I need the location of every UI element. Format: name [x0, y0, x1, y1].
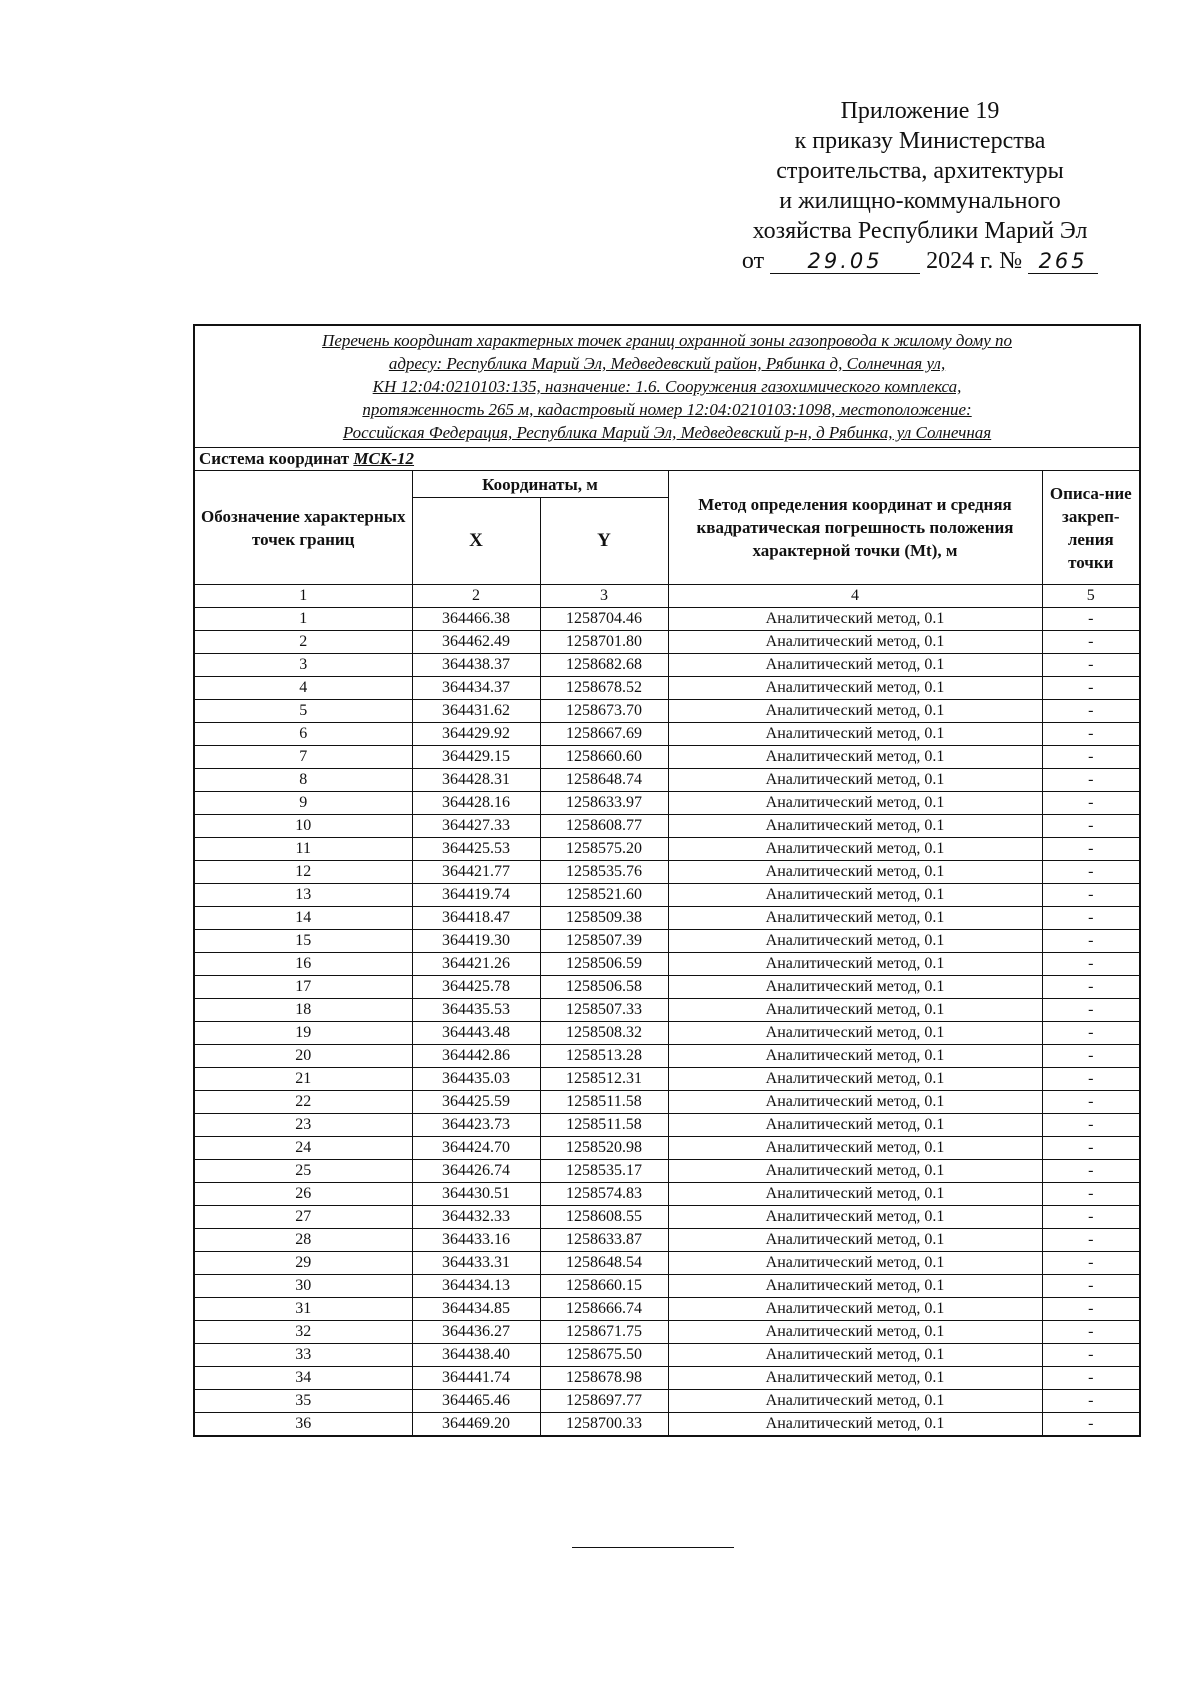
coordinate-system-row [194, 448, 1140, 471]
method: Аналитический метод, 0.1 [668, 608, 1042, 631]
point-number: 1 [194, 608, 412, 631]
fixation-desc: - [1042, 746, 1140, 769]
point-number: 18 [194, 999, 412, 1022]
method: Аналитический метод, 0.1 [668, 884, 1042, 907]
coord-x: 364429.15 [412, 746, 540, 769]
fixation-desc: - [1042, 930, 1140, 953]
method: Аналитический метод, 0.1 [668, 907, 1042, 930]
point-number: 8 [194, 769, 412, 792]
fixation-desc: - [1042, 1114, 1140, 1137]
table-row [194, 1206, 1140, 1229]
coord-y: 1258575.20 [540, 838, 668, 861]
coord-x: 364429.92 [412, 723, 540, 746]
fixation-desc: - [1042, 631, 1140, 654]
coord-y: 1258535.17 [540, 1160, 668, 1183]
point-number: 16 [194, 953, 412, 976]
date-prefix: от [741, 248, 765, 274]
point-number: 30 [194, 1275, 412, 1298]
method: Аналитический метод, 0.1 [668, 746, 1042, 769]
fixation-desc: - [1042, 723, 1140, 746]
point-number: 26 [194, 1183, 412, 1206]
order-number-handwritten: 265 [1038, 249, 1088, 273]
fixation-desc: - [1042, 1367, 1140, 1390]
fixation-desc: - [1042, 1321, 1140, 1344]
header-line: хозяйства Республики Марий Эл [752, 218, 1088, 244]
point-number: 34 [194, 1367, 412, 1390]
title-line: КН 12:04:0210103:135, назначение: 1.6. Сооружения газохимического комплекса, [372, 377, 962, 396]
coord-x: 364434.37 [412, 677, 540, 700]
coord-y: 1258633.87 [540, 1229, 668, 1252]
coord-x: 364427.33 [412, 815, 540, 838]
method: Аналитический метод, 0.1 [668, 1275, 1042, 1298]
column-number: 2 [412, 585, 540, 608]
coord-y: 1258678.98 [540, 1367, 668, 1390]
fixation-desc: - [1042, 608, 1140, 631]
header-line: и жилищно-коммунального [779, 188, 1061, 214]
point-number: 24 [194, 1137, 412, 1160]
fixation-desc: - [1042, 1252, 1140, 1275]
table-title-row [194, 325, 1140, 448]
header-line: к приказу Министерства [794, 128, 1046, 154]
title-line: Российская Федерация, Республика Марий Эл, Медведевский р-н, д Рябинка, ул Солнечная [342, 423, 992, 442]
method: Аналитический метод, 0.1 [668, 1390, 1042, 1413]
method: Аналитический метод, 0.1 [668, 1091, 1042, 1114]
table-title [194, 325, 1140, 448]
fixation-desc: - [1042, 1344, 1140, 1367]
method: Аналитический метод, 0.1 [668, 999, 1042, 1022]
point-number: 32 [194, 1321, 412, 1344]
coord-x: 364418.47 [412, 907, 540, 930]
table-row [194, 838, 1140, 861]
fixation-desc: - [1042, 838, 1140, 861]
fixation-desc: - [1042, 1298, 1140, 1321]
coord-x: 364466.38 [412, 608, 540, 631]
coord-x: 364435.03 [412, 1068, 540, 1091]
table-row [194, 1229, 1140, 1252]
coord-y: 1258521.60 [540, 884, 668, 907]
coord-y: 1258660.60 [540, 746, 668, 769]
fixation-desc: - [1042, 1022, 1140, 1045]
method: Аналитический метод, 0.1 [668, 1068, 1042, 1091]
fixation-desc: - [1042, 1275, 1140, 1298]
coord-y: 1258682.68 [540, 654, 668, 677]
coord-x: 364436.27 [412, 1321, 540, 1344]
table-row [194, 1390, 1140, 1413]
point-number: 13 [194, 884, 412, 907]
method: Аналитический метод, 0.1 [668, 1045, 1042, 1068]
coord-x: 364469.20 [412, 1413, 540, 1437]
method: Аналитический метод, 0.1 [668, 1413, 1042, 1437]
coord-y: 1258700.33 [540, 1413, 668, 1437]
table-row [194, 1068, 1140, 1091]
coord-x: 364431.62 [412, 700, 540, 723]
coord-x: 364421.26 [412, 953, 540, 976]
point-number: 31 [194, 1298, 412, 1321]
table-row [194, 1275, 1140, 1298]
method: Аналитический метод, 0.1 [668, 792, 1042, 815]
coord-x: 364443.48 [412, 1022, 540, 1045]
fixation-desc: - [1042, 769, 1140, 792]
coord-x: 364432.33 [412, 1206, 540, 1229]
point-number: 23 [194, 1114, 412, 1137]
point-number: 19 [194, 1022, 412, 1045]
col-header-description: Описа-ние закреп-ления точки [1042, 471, 1140, 585]
table-row [194, 1022, 1140, 1045]
method: Аналитический метод, 0.1 [668, 1137, 1042, 1160]
fixation-desc: - [1042, 1160, 1140, 1183]
point-number: 17 [194, 976, 412, 999]
method: Аналитический метод, 0.1 [668, 700, 1042, 723]
coord-y: 1258675.50 [540, 1344, 668, 1367]
fixation-desc: - [1042, 907, 1140, 930]
method: Аналитический метод, 0.1 [668, 1160, 1042, 1183]
point-number: 28 [194, 1229, 412, 1252]
coord-y: 1258574.83 [540, 1183, 668, 1206]
table-row [194, 1114, 1140, 1137]
col-header-coordinates: Координаты, м [412, 471, 668, 498]
coord-y: 1258520.98 [540, 1137, 668, 1160]
title-line: протяженность 265 м, кадастровый номер 12:04:0210103:1098, местоположение: [362, 400, 972, 419]
point-number: 9 [194, 792, 412, 815]
coord-x: 364433.31 [412, 1252, 540, 1275]
coord-y: 1258697.77 [540, 1390, 668, 1413]
coord-x: 364441.74 [412, 1367, 540, 1390]
column-number-row [194, 585, 1140, 608]
coord-x: 364430.51 [412, 1183, 540, 1206]
col-header-x: X [412, 498, 540, 585]
coord-y: 1258509.38 [540, 907, 668, 930]
point-number: 21 [194, 1068, 412, 1091]
fixation-desc: - [1042, 1183, 1140, 1206]
fixation-desc: - [1042, 677, 1140, 700]
table-row [194, 792, 1140, 815]
table-row [194, 608, 1140, 631]
coord-x: 364462.49 [412, 631, 540, 654]
table-row [194, 999, 1140, 1022]
table-row [194, 930, 1140, 953]
method: Аналитический метод, 0.1 [668, 1321, 1042, 1344]
point-number: 20 [194, 1045, 412, 1068]
method: Аналитический метод, 0.1 [668, 1022, 1042, 1045]
order-date-field [770, 249, 920, 274]
method: Аналитический метод, 0.1 [668, 769, 1042, 792]
table-row [194, 723, 1140, 746]
table-row [194, 700, 1140, 723]
coord-y: 1258667.69 [540, 723, 668, 746]
table-row [194, 953, 1140, 976]
coord-y: 1258608.77 [540, 815, 668, 838]
coord-y: 1258507.33 [540, 999, 668, 1022]
method: Аналитический метод, 0.1 [668, 861, 1042, 884]
point-number: 5 [194, 700, 412, 723]
coord-x: 364465.46 [412, 1390, 540, 1413]
fixation-desc: - [1042, 999, 1140, 1022]
table-row [194, 907, 1140, 930]
coord-x: 364434.85 [412, 1298, 540, 1321]
table-row [194, 815, 1140, 838]
coord-x: 364421.77 [412, 861, 540, 884]
method: Аналитический метод, 0.1 [668, 1206, 1042, 1229]
coord-x: 364433.16 [412, 1229, 540, 1252]
point-number: 25 [194, 1160, 412, 1183]
point-number: 29 [194, 1252, 412, 1275]
table-row [194, 746, 1140, 769]
coord-y: 1258633.97 [540, 792, 668, 815]
coord-y: 1258660.15 [540, 1275, 668, 1298]
column-header-row [194, 471, 1140, 498]
coord-x: 364424.70 [412, 1137, 540, 1160]
fixation-desc: - [1042, 700, 1140, 723]
table-row [194, 1252, 1140, 1275]
table-row [194, 631, 1140, 654]
coord-x: 364425.59 [412, 1091, 540, 1114]
coord-x: 364423.73 [412, 1114, 540, 1137]
coord-x: 364425.53 [412, 838, 540, 861]
coordinate-system-label: Система координат [199, 449, 350, 468]
col-header-point: Обозначение характерных точек границ [194, 471, 412, 585]
coord-y: 1258704.46 [540, 608, 668, 631]
table-row [194, 1160, 1140, 1183]
coord-x: 364442.86 [412, 1045, 540, 1068]
fixation-desc: - [1042, 953, 1140, 976]
fixation-desc: - [1042, 1045, 1140, 1068]
column-number: 1 [194, 585, 412, 608]
fixation-desc: - [1042, 976, 1140, 999]
point-number: 6 [194, 723, 412, 746]
point-number: 14 [194, 907, 412, 930]
method: Аналитический метод, 0.1 [668, 631, 1042, 654]
column-number: 5 [1042, 585, 1140, 608]
coord-y: 1258673.70 [540, 700, 668, 723]
coord-x: 364435.53 [412, 999, 540, 1022]
appendix-header [690, 96, 1150, 276]
method: Аналитический метод, 0.1 [668, 1229, 1042, 1252]
table-row [194, 861, 1140, 884]
method: Аналитический метод, 0.1 [668, 1367, 1042, 1390]
table-row [194, 1321, 1140, 1344]
point-number: 36 [194, 1413, 412, 1437]
coord-y: 1258508.32 [540, 1022, 668, 1045]
fixation-desc: - [1042, 1206, 1140, 1229]
table-row [194, 1367, 1140, 1390]
method: Аналитический метод, 0.1 [668, 723, 1042, 746]
point-number: 3 [194, 654, 412, 677]
method: Аналитический метод, 0.1 [668, 930, 1042, 953]
point-number: 11 [194, 838, 412, 861]
fixation-desc: - [1042, 792, 1140, 815]
method: Аналитический метод, 0.1 [668, 677, 1042, 700]
table-row [194, 1045, 1140, 1068]
method: Аналитический метод, 0.1 [668, 838, 1042, 861]
coord-y: 1258511.58 [540, 1114, 668, 1137]
header-line: Приложение 19 [840, 98, 1000, 124]
method: Аналитический метод, 0.1 [668, 976, 1042, 999]
table-row [194, 1091, 1140, 1114]
coord-x: 364426.74 [412, 1160, 540, 1183]
coordinate-system-value: МСК-12 [353, 449, 415, 468]
method: Аналитический метод, 0.1 [668, 815, 1042, 838]
coord-x: 364419.74 [412, 884, 540, 907]
point-number: 7 [194, 746, 412, 769]
table-row [194, 1344, 1140, 1367]
fixation-desc: - [1042, 861, 1140, 884]
table-row [194, 1298, 1140, 1321]
coord-y: 1258671.75 [540, 1321, 668, 1344]
col-header-y: Y [540, 498, 668, 585]
coord-y: 1258648.54 [540, 1252, 668, 1275]
year-text: 2024 г. № [926, 248, 1023, 274]
fixation-desc: - [1042, 1413, 1140, 1437]
fixation-desc: - [1042, 654, 1140, 677]
order-date-line [690, 246, 1150, 276]
point-number: 12 [194, 861, 412, 884]
point-number: 22 [194, 1091, 412, 1114]
method: Аналитический метод, 0.1 [668, 1344, 1042, 1367]
coord-x: 364428.16 [412, 792, 540, 815]
method: Аналитический метод, 0.1 [668, 1114, 1042, 1137]
order-number-field [1028, 249, 1098, 274]
point-number: 27 [194, 1206, 412, 1229]
method: Аналитический метод, 0.1 [668, 1298, 1042, 1321]
point-number: 33 [194, 1344, 412, 1367]
point-number: 15 [194, 930, 412, 953]
coord-y: 1258678.52 [540, 677, 668, 700]
fixation-desc: - [1042, 1068, 1140, 1091]
method: Аналитический метод, 0.1 [668, 953, 1042, 976]
point-number: 2 [194, 631, 412, 654]
method: Аналитический метод, 0.1 [668, 1252, 1042, 1275]
fixation-desc: - [1042, 884, 1140, 907]
fixation-desc: - [1042, 1229, 1140, 1252]
title-line: Перечень координат характерных точек границ охранной зоны газопровода к жилому дому по [322, 331, 1013, 350]
coord-y: 1258513.28 [540, 1045, 668, 1068]
column-number: 3 [540, 585, 668, 608]
method: Аналитический метод, 0.1 [668, 654, 1042, 677]
table-row [194, 976, 1140, 999]
coord-y: 1258506.59 [540, 953, 668, 976]
coord-y: 1258648.74 [540, 769, 668, 792]
fixation-desc: - [1042, 1390, 1140, 1413]
coord-y: 1258507.39 [540, 930, 668, 953]
coordinates-table [193, 324, 1141, 1437]
coord-x: 364419.30 [412, 930, 540, 953]
order-date-handwritten: 29.05 [807, 249, 883, 273]
coord-y: 1258506.58 [540, 976, 668, 999]
fixation-desc: - [1042, 1091, 1140, 1114]
table-row [194, 1183, 1140, 1206]
table-row [194, 654, 1140, 677]
table-row [194, 1137, 1140, 1160]
closing-divider [572, 1547, 734, 1548]
point-number: 4 [194, 677, 412, 700]
title-line: адресу: Республика Марий Эл, Медведевский район, Рябинка д, Солнечная ул, [388, 354, 946, 373]
header-line: строительства, архитектуры [776, 158, 1064, 184]
coord-y: 1258608.55 [540, 1206, 668, 1229]
point-number: 10 [194, 815, 412, 838]
coord-x: 364438.40 [412, 1344, 540, 1367]
coord-y: 1258701.80 [540, 631, 668, 654]
coordinate-system [194, 448, 1140, 471]
col-header-method: Метод определения координат и средняя квадратическая погрешность положения характерной точки (Mt), м [668, 471, 1042, 585]
point-number: 35 [194, 1390, 412, 1413]
table-row [194, 769, 1140, 792]
coord-y: 1258511.58 [540, 1091, 668, 1114]
coord-y: 1258535.76 [540, 861, 668, 884]
fixation-desc: - [1042, 1137, 1140, 1160]
coord-x: 364438.37 [412, 654, 540, 677]
table-row [194, 1413, 1140, 1437]
table-row [194, 677, 1140, 700]
coord-y: 1258666.74 [540, 1298, 668, 1321]
coord-x: 364428.31 [412, 769, 540, 792]
method: Аналитический метод, 0.1 [668, 1183, 1042, 1206]
column-number: 4 [668, 585, 1042, 608]
coord-y: 1258512.31 [540, 1068, 668, 1091]
fixation-desc: - [1042, 815, 1140, 838]
coord-x: 364434.13 [412, 1275, 540, 1298]
coord-x: 364425.78 [412, 976, 540, 999]
table-row [194, 884, 1140, 907]
